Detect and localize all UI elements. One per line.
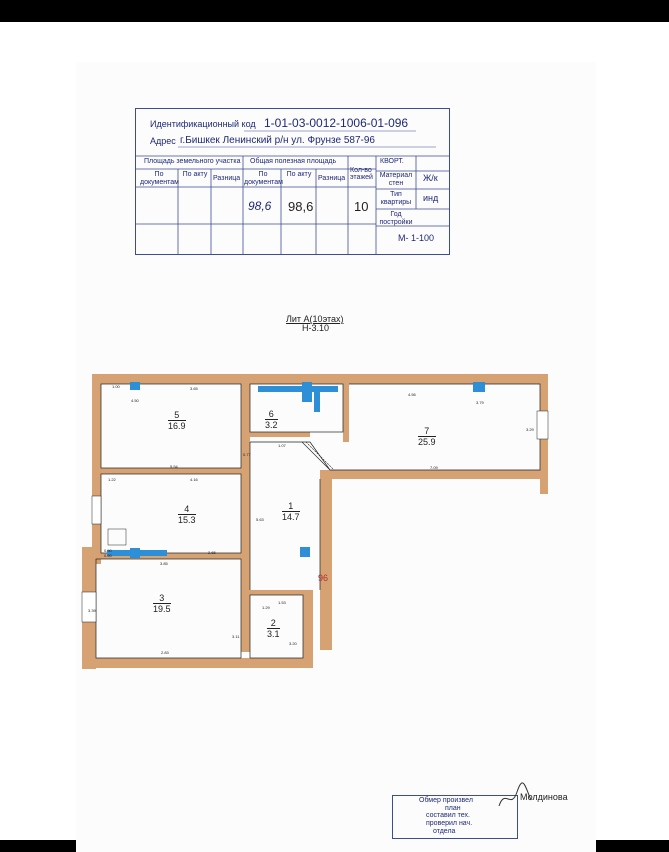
dim-label: 1.22 <box>108 477 116 482</box>
walls <box>82 374 548 669</box>
dim-label: 4.50 <box>131 398 139 403</box>
area-by-docs: По документам <box>244 171 283 186</box>
dim-label: 1.29 <box>262 605 270 610</box>
room-5-area: 16.9 <box>168 421 186 431</box>
room-2-area: 3.1 <box>267 629 280 639</box>
wall-outlines <box>96 384 540 658</box>
room-2 <box>267 618 280 639</box>
room-3-area: 19.5 <box>153 604 171 614</box>
room-6-area: 3.2 <box>265 420 278 430</box>
room-4-area: 15.3 <box>178 515 196 525</box>
diagonal-hatch <box>306 442 334 470</box>
dim-label: 1.00 <box>112 384 120 389</box>
signature-name: Молдинова <box>520 792 568 802</box>
dim-label: 3.85 <box>160 561 168 566</box>
dim-label: 0.50 <box>104 553 112 558</box>
apt-type-label: Тип квартиры <box>380 191 412 206</box>
room-5 <box>168 410 186 431</box>
dim-label: 4.56 <box>408 392 416 397</box>
room-1-area: 14.7 <box>282 512 300 522</box>
dim-label: 3.79 <box>476 400 484 405</box>
area-act-value: 98,6 <box>288 199 314 214</box>
footer-line-1: Обмер произвел <box>419 797 473 804</box>
apt-col-header: КВОРТ. <box>380 158 404 165</box>
floors-value: 10 <box>354 199 369 214</box>
area-difference: Разница <box>318 175 346 182</box>
apt-type-value: инд <box>423 193 439 203</box>
useful-area-header: Общая полезная площадь <box>250 158 337 165</box>
footer-line-4: проверил нач. <box>426 820 473 827</box>
id-code-label: Идентификационный код <box>150 119 256 129</box>
document-page <box>0 22 669 840</box>
land-by-docs: По документам <box>140 171 179 186</box>
scale-label: М- 1-100 <box>398 233 435 243</box>
room-6-id: 6 <box>265 409 278 420</box>
area-docs-value: 98,6 <box>248 199 272 213</box>
wall-material-label: Материал стен <box>379 172 413 187</box>
footer-line-3: составил тех. <box>426 812 470 819</box>
dim-label: 0.90 <box>104 548 112 553</box>
land-by-act: По акту <box>182 171 208 178</box>
build-year-label: Год постройки <box>379 211 413 226</box>
address-label: Адрес <box>150 136 176 146</box>
floors-header: Кол-во этажей <box>350 167 373 181</box>
room-2-id: 2 <box>267 618 280 629</box>
dim-label: 3.65 <box>190 386 198 391</box>
wall-material-value: Ж/к <box>423 173 438 183</box>
dim-label: 4.16 <box>190 477 198 482</box>
room-7 <box>418 426 436 447</box>
dim-label: 5.63 <box>256 517 264 522</box>
apartment-number-marker: 96 <box>318 573 329 583</box>
room-1-id: 1 <box>282 501 300 512</box>
signature-mark <box>495 782 535 812</box>
plan-title: Лит А(10этах) <box>286 314 344 324</box>
room-3 <box>153 593 171 614</box>
diagonal-wall <box>302 442 330 470</box>
footer-line-2: план <box>445 805 461 812</box>
room-4 <box>178 504 196 525</box>
room-5-id: 5 <box>168 410 186 421</box>
dim-label: 3.39 <box>88 608 96 613</box>
floor-plan <box>0 22 669 840</box>
dim-label: 1.53 <box>278 600 286 605</box>
room-1 <box>282 501 300 522</box>
room-7-id: 7 <box>418 426 436 437</box>
dim-label: 2.65 <box>208 550 216 555</box>
dim-label: 3.29 <box>526 427 534 432</box>
footer-line-5: отдела <box>433 828 456 835</box>
plan-height: Н-3.10 <box>302 323 330 333</box>
dim-label: 1.07 <box>278 443 286 448</box>
room-4-id: 4 <box>178 504 196 515</box>
dim-label: 3.20 <box>289 641 297 646</box>
land-area-header: Площадь земельного участка <box>144 158 241 165</box>
room-6 <box>265 409 278 430</box>
area-by-act: По акту <box>286 171 312 178</box>
room-7-area: 25.9 <box>418 437 436 447</box>
address-value: г.Бишкек Ленинский р/н ул. Фрунзе 587-96 <box>180 135 375 146</box>
dim-label: 0.77 <box>243 452 251 457</box>
dim-label: 3.11 <box>232 634 240 639</box>
dim-label: 2.83 <box>161 650 169 655</box>
id-code-value: 1-01-03-0012-1006-01-096 <box>264 116 409 130</box>
room-3-id: 3 <box>153 593 171 604</box>
land-difference: Разница <box>213 175 241 182</box>
dim-label: 7.09 <box>430 465 438 470</box>
windows <box>82 411 548 622</box>
dim-label: 5.54 <box>170 464 178 469</box>
